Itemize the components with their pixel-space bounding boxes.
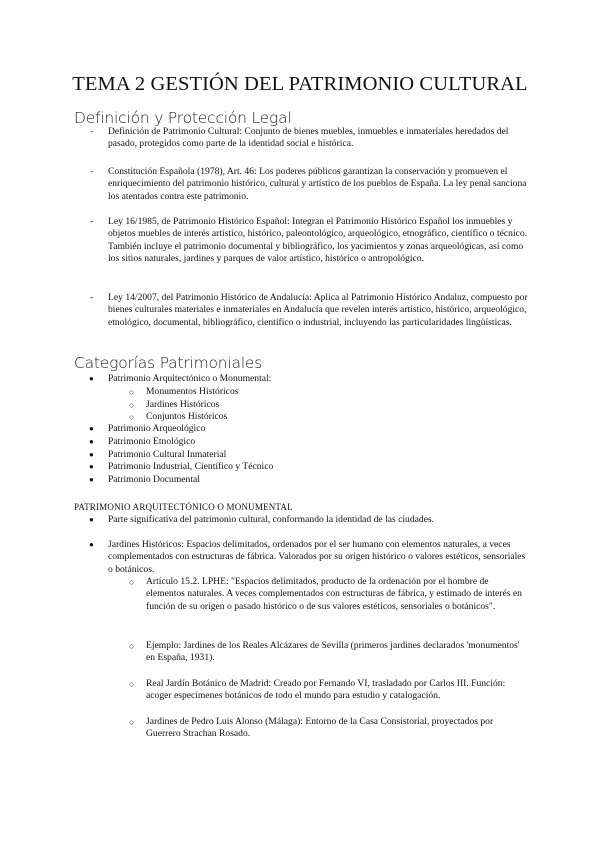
sub-list-item: Ejemplo: Jardines de los Reales Alcázares de Sevilla (primeros jardines declarados 'monumentos' en España, 1931). [146,640,520,664]
sub-list-item: Monumentos Históricos [146,386,239,397]
section-heading-arquitectonico: PATRIMONIO ARQUITECTÓNICO O MONUMENTAL [74,502,293,512]
bullet-marker: ● [89,450,94,459]
dash-marker: - [90,166,94,177]
dash-marker: - [90,292,94,303]
section-heading-definicion: Definición y Protección Legal [74,109,292,127]
circle-marker: ○ [129,412,135,422]
bullet-marker: ● [89,462,94,471]
circle-marker: ○ [129,400,135,410]
list-item: Patrimonio Etnológico [108,436,196,447]
section-heading-categorias: Categorías Patrimoniales [74,354,263,372]
list-item: Patrimonio Arquitectónico o Monumental: [108,373,272,384]
circle-marker: ○ [129,577,135,587]
dash-marker: - [90,126,94,137]
circle-marker: ○ [129,387,135,397]
bullet-marker: ● [89,540,94,549]
bullet-marker: ● [89,374,94,383]
sub-list-item: Jardines Históricos [146,399,220,410]
page-title: TEMA 2 GESTIÓN DEL PATRIMONIO CULTURAL [72,73,528,95]
sub-list-item: Real Jardín Botánico de Madrid: Creado por Fernando VI, trasladado por Carlos III. Función: acoger especímenes botánicos de todo el mundo para estudio y catalogación. [146,678,506,702]
bullet-marker: ● [89,475,94,484]
list-item: Patrimonio Documental [108,474,200,485]
list-item: Patrimonio Industrial, Científico y Técnico [108,461,274,472]
list-item: Definición de Patrimonio Cultural: Conjunto de bienes muebles, inmuebles e inmateriales heredados del pasado, protegidos como parte de la identidad social e histórica. [108,126,509,150]
bullet-marker: ● [89,437,94,446]
circle-marker: ○ [129,641,135,651]
bullet-marker: ● [89,424,94,433]
sub-list-item: Artículo 15.2. LPHE: "Espacios delimitados, producto de la ordenación por el hombre de elementos naturales. A veces complementados con estructuras de fábrica, y estimado de interés en función de su origen o pasado histórico o de sus valores estéticos, sensoriales o botánicos". [146,576,522,612]
circle-marker: ○ [129,717,135,727]
list-item: Jardines Históricos: Espacios delimitados, ordenados por el ser humano con elementos naturales, a veces complementados con estructuras de fábrica. Valorados por su origen histórico o valores estéticos, sensoriales o botánicos. [108,539,526,575]
list-item: Patrimonio Cultural Inmaterial [108,449,227,460]
list-item: Constitución Española (1978), Art. 46: Los poderes públicos garantizan la conservación y promueven el enriquecimiento del patrimonio histórico, cultural y artístico de los pueblos de España. La ley penal sanciona los atentados contra este patrimonio. [108,166,527,202]
list-item: Ley 14/2007, del Patrimonio Histórico de Andalucía: Aplica al Patrimonio Histórico Andaluz, compuesto por bienes culturales materiales e inmateriales en Andalucía que revelen interés artístico, histórico, arqueológico, etnológico, documental, bibliográfico, científico o industrial, incluyendo las particularidades lingüísticas. [108,292,528,328]
bullet-marker: ● [89,515,94,524]
sub-list-item: Conjuntos Históricos [146,411,228,422]
list-item: Ley 16/1985, de Patrimonio Histórico Español: Integran el Patrimonio Histórico Español los inmuebles y objetos muebles de interés artístico, histórico, paleontológico, arqueológico, etnográfico, científico o técnico. También incluye el patrimonio documental y bibliográfico, los yacimientos y zonas arqueológicas, así como los sitios naturales, jardines y parques de valor artístico, histórico o antropológico. [108,216,528,265]
circle-marker: ○ [129,679,135,689]
dash-marker: - [90,216,94,227]
list-item: Patrimonio Arqueológico [108,423,206,434]
list-item: Parte significativa del patrimonio cultural, conformando la identidad de las ciudades. [108,514,435,525]
sub-list-item: Jardines de Pedro Luis Alonso (Málaga): Entorno de la Casa Consistorial, proyectados por Guerrero Strachan Rosado. [146,716,494,740]
